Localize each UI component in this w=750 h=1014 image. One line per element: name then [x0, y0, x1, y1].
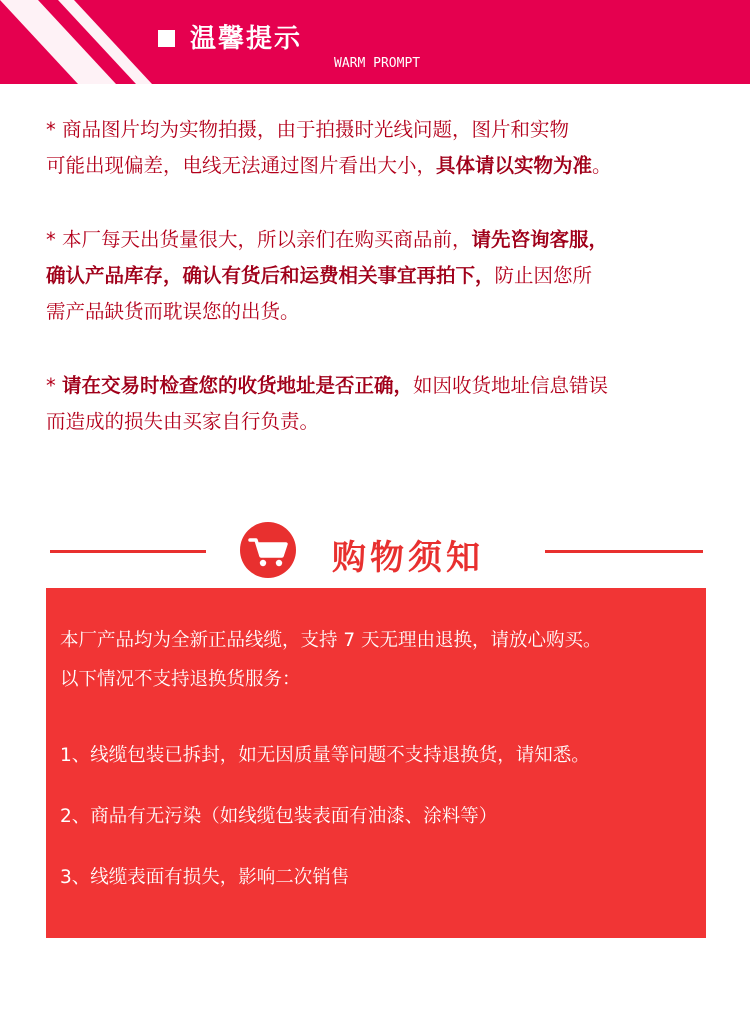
note-emphasis: 请在交易时检查您的收货地址是否正确，	[61, 374, 413, 397]
note-line	[46, 294, 736, 330]
notes-section	[46, 112, 736, 478]
note-text: 而造成的损失由买家自行负责。	[46, 410, 320, 433]
note-line	[46, 112, 736, 148]
divider-left	[50, 550, 206, 553]
note-line	[46, 258, 736, 294]
note-paragraph	[46, 112, 736, 184]
note-text: 防止因您所	[494, 264, 593, 287]
banner-title: 温馨提示	[190, 24, 303, 54]
divider-right	[545, 550, 703, 553]
shopping-cart-icon	[240, 522, 296, 578]
note-line	[46, 368, 736, 404]
warm-prompt-banner	[0, 0, 750, 84]
note-emphasis: 具体请以实物为准	[436, 154, 593, 177]
note-emphasis: 确认产品库存，确认有货后和运费相关事宜再拍下，	[46, 264, 495, 287]
notice-intro-2: 以下情况不支持退换货服务：	[60, 669, 301, 690]
notice-item-2: 2、商品有无污染（如线缆包装表面有油漆、涂料等）	[60, 806, 498, 827]
banner-subtitle: WARM PROMPT	[334, 56, 421, 71]
notice-intro-1: 本厂产品均为全新正品线缆，支持 7 天无理由退换，请放心购买。	[60, 630, 602, 651]
note-text: 如因收货地址信息错误	[412, 374, 608, 397]
notice-item-3: 3、线缆表面有损失，影响二次销售	[60, 867, 350, 888]
square-icon	[158, 30, 175, 47]
note-paragraph	[46, 222, 736, 330]
note-text: * 本厂每天出货量很大，所以亲们在购买商品前，	[46, 228, 472, 251]
note-text: 需产品缺货而耽误您的出货。	[46, 300, 300, 323]
note-emphasis: 请先咨询客服，	[471, 228, 608, 251]
section-heading: 购物须知	[332, 538, 484, 578]
note-text: * 商品图片均为实物拍摄，由于拍摄时光线问题，图片和实物	[46, 118, 569, 141]
note-line	[46, 148, 736, 184]
note-text: *	[46, 374, 62, 397]
note-line	[46, 404, 736, 440]
notice-item-1: 1、线缆包装已拆封，如无因质量等问题不支持退换货，请知悉。	[60, 745, 590, 766]
note-text: 可能出现偏差，电线无法通过图片看出大小，	[46, 154, 437, 177]
shopping-notice-header	[0, 510, 750, 580]
banner-stripes	[0, 0, 750, 84]
note-text: 。	[592, 154, 612, 177]
shopping-notice-box	[46, 588, 706, 938]
note-paragraph	[46, 368, 736, 440]
note-line	[46, 222, 736, 258]
